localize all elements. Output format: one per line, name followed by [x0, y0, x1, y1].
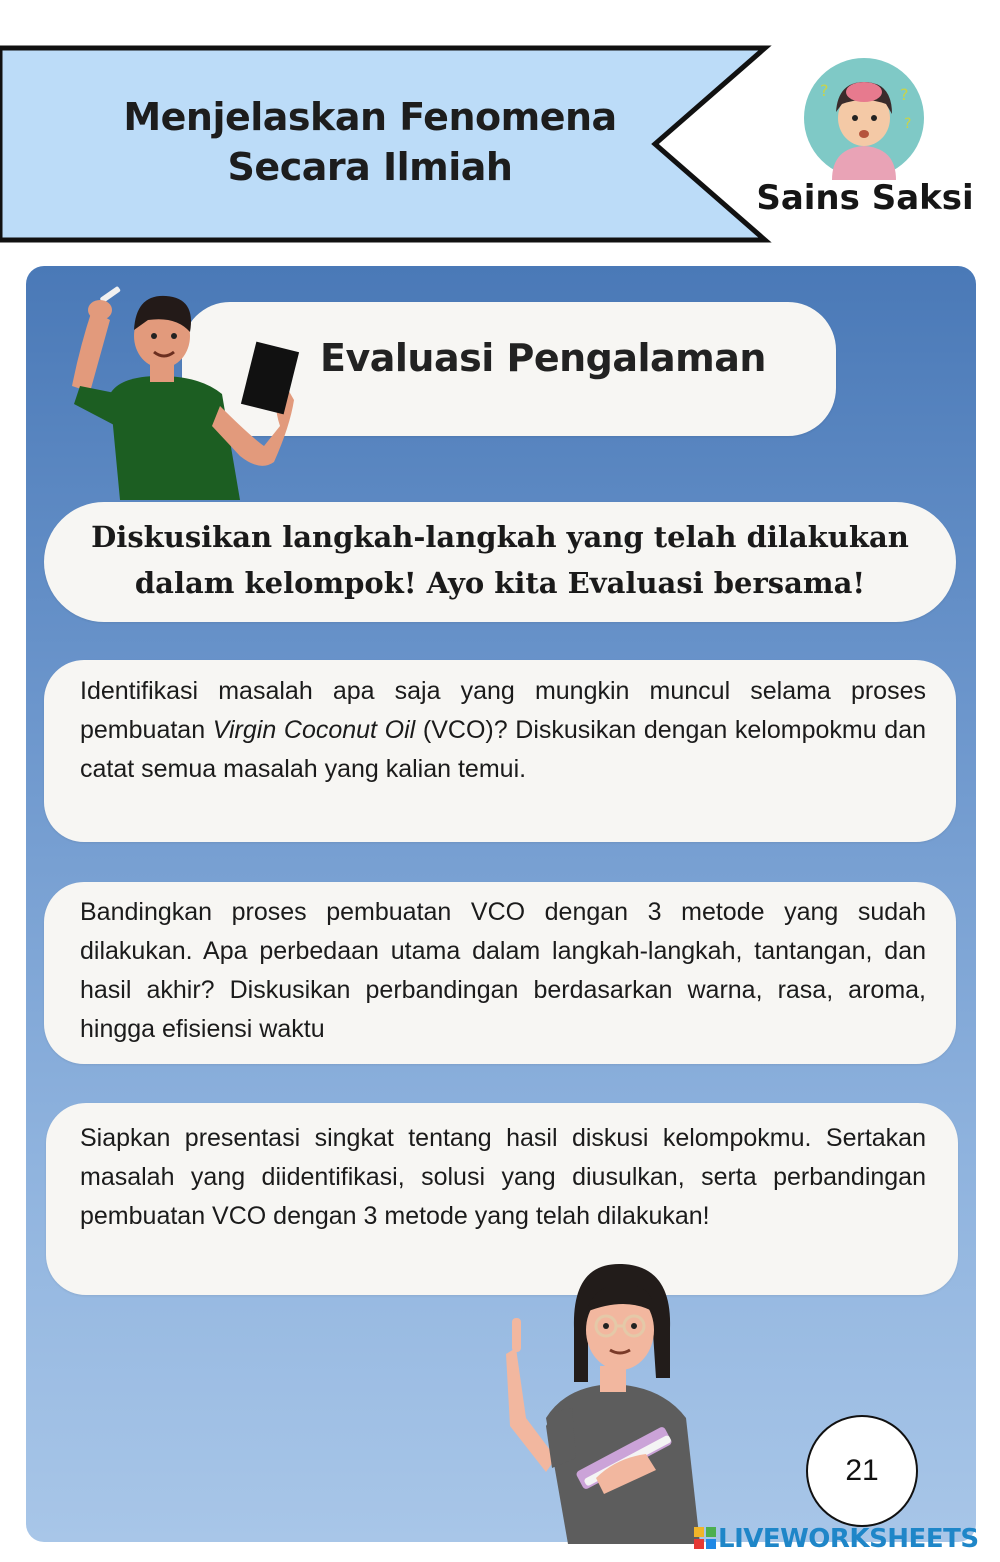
teacher-woman-icon [486, 1258, 736, 1544]
intro-instruction: Diskusikan langkah-langkah yang telah dilakukan dalam kelompok! Ayo kita Evaluasi bersama! [91, 520, 909, 600]
liveworksheets-logo-icon [694, 1527, 716, 1549]
svg-text:?: ? [900, 85, 909, 104]
page-number: 21 [845, 1454, 879, 1487]
svg-text:?: ? [904, 116, 912, 132]
svg-text:?: ? [820, 81, 829, 100]
liveworksheets-watermark [694, 1524, 979, 1554]
section-title: Evaluasi Pengalaman [320, 336, 766, 380]
confused-girl-icon [802, 56, 926, 180]
question-2-text: Bandingkan proses pembuatan VCO dengan 3 metode yang sudah dilakukan. Apa perbedaan utama dalam langkah-langkah, tantangan, dan hasil akhir? Diskusikan perbandingan berdasarkan warna, rasa, aroma, hingga efisiensi waktu [80, 898, 926, 1043]
question-3-text: Siapkan presentasi singkat tentang hasil diskusi kelompokmu. Sertakan masalah yang diidentifikasi, solusi yang diusulkan, serta perbandingan pembuatan VCO dengan 3 metode yang telah dilakukan! [80, 1124, 926, 1230]
vco-term: Virgin Coconut Oil [212, 716, 416, 744]
brand-name: Sains Saksi [756, 178, 974, 218]
question-1-text: Identifikasi masalah apa saja yang mungkin muncul selama proses pembuatan Virgin Coconut Oil (VCO)? Diskusikan dengan kelompokmu dan catat semua masalah yang kalian temui. [80, 677, 926, 783]
watermark-text: LIVEWORKSHEETS [718, 1524, 979, 1554]
teacher-man-icon [50, 276, 310, 500]
page-title: Menjelaskan Fenomena Secara Ilmiah [123, 95, 617, 189]
